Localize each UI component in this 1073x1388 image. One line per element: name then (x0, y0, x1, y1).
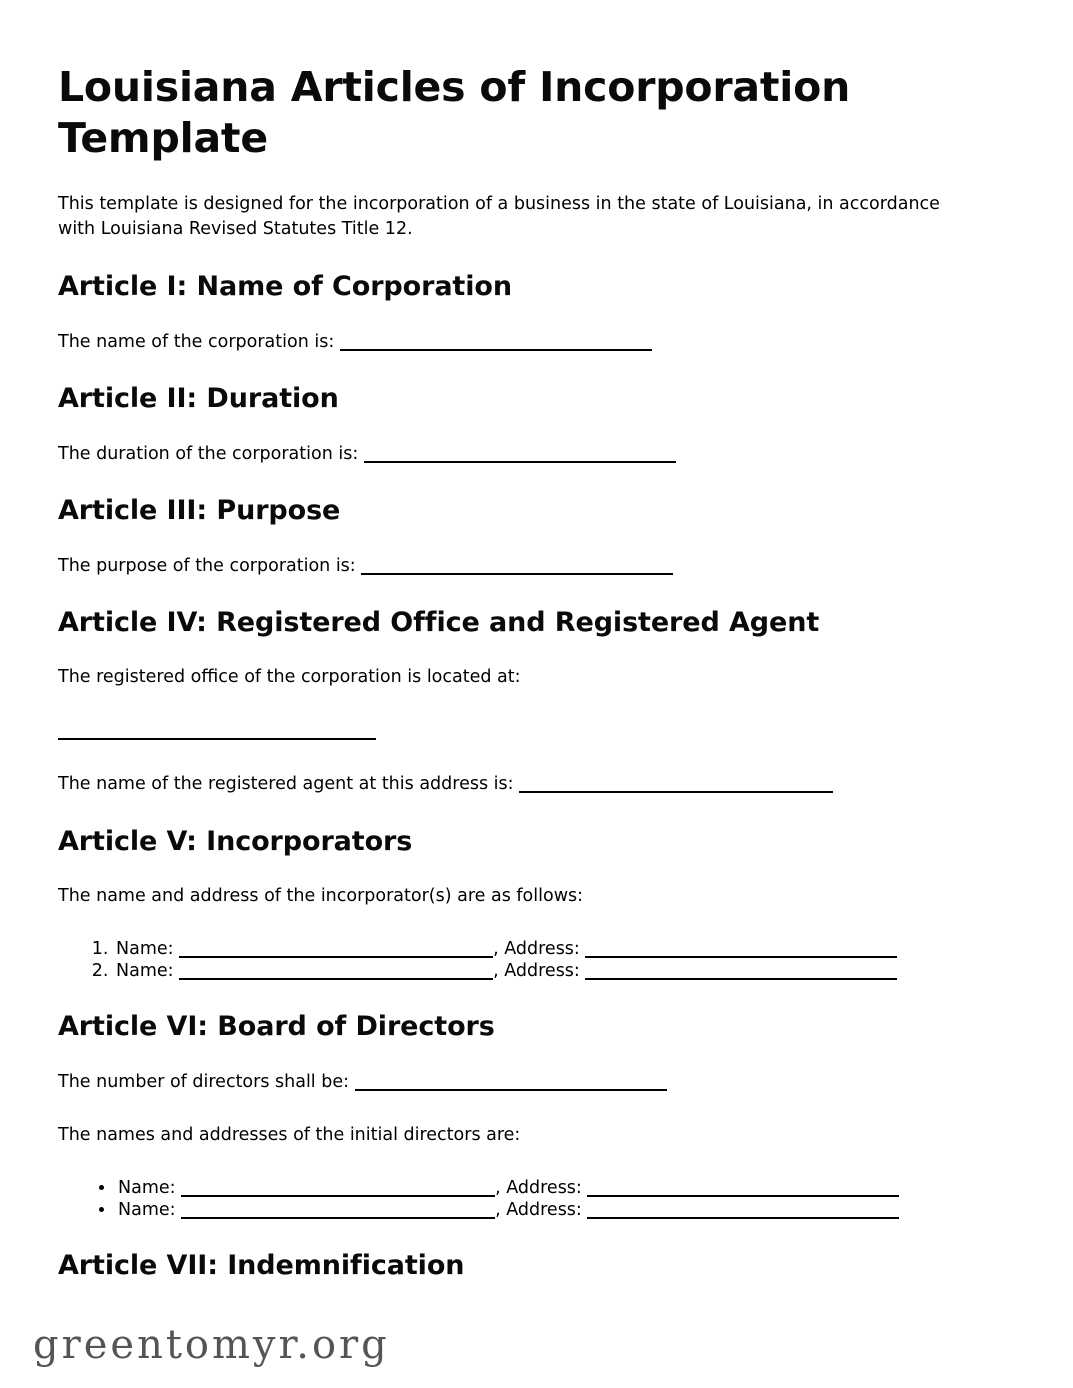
director-2-name-blank[interactable] (181, 1207, 495, 1219)
registered-agent-blank[interactable] (519, 781, 833, 793)
intro-paragraph: This template is designed for the incorporation of a business in the state of Louisiana, in accordance with Louisiana Revised Statutes Title 12. (58, 193, 940, 239)
director-1-name-label: Name: (118, 1177, 176, 1198)
director-2-name-label: Name: (118, 1199, 176, 1220)
article-4-office-label: The registered office of the corporation is located at: (58, 667, 521, 688)
site-watermark: greentomyr.org (33, 1322, 390, 1368)
article-4-agent-label: The name of the registered agent at this address is: (58, 774, 514, 795)
article-5-intro-label: The name and address of the incorporator(s) are as follows: (58, 886, 584, 907)
list-item (114, 938, 940, 960)
incorporator-1-name-blank[interactable] (179, 946, 493, 958)
article-3-purpose-line (58, 554, 940, 579)
article-3-heading: Article III: Purpose (58, 495, 341, 527)
article-6-intro-label: The names and addresses of the initial directors are: (58, 1125, 521, 1146)
incorporator-2-address-blank[interactable] (585, 968, 897, 980)
director-1-address-blank[interactable] (587, 1185, 899, 1197)
incorporator-2-address-label: , Address: (493, 961, 580, 982)
director-2-address-label: , Address: (495, 1199, 582, 1220)
article-6-heading: Article VI: Board of Directors (58, 1011, 495, 1043)
incorporator-2-name-label: Name: (116, 961, 174, 982)
duration-blank[interactable] (364, 451, 676, 463)
incorporator-1-address-label: , Address: (493, 938, 580, 959)
article-5-heading: Article V: Incorporators (58, 825, 413, 857)
directors-list (58, 1177, 940, 1221)
article-1-name-line (58, 330, 940, 355)
page-title: Louisiana Articles of Incorporation Template (58, 63, 851, 162)
incorporators-list (58, 938, 940, 982)
director-2-address-blank[interactable] (587, 1207, 899, 1219)
article-1-name-label: The name of the corporation is: (58, 331, 335, 352)
list-item (116, 1199, 940, 1221)
article-6-count-line (58, 1070, 940, 1095)
director-count-blank[interactable] (355, 1079, 667, 1091)
registered-office-line (58, 719, 940, 744)
incorporator-2-name-blank[interactable] (179, 968, 493, 980)
article-3-purpose-label: The purpose of the corporation is: (58, 555, 356, 576)
article-6-count-label: The number of directors shall be: (58, 1071, 350, 1092)
incorporator-1-address-blank[interactable] (585, 946, 897, 958)
article-4-heading: Article IV: Registered Office and Registered Agent (58, 607, 820, 639)
incorporator-1-name-label: Name: (116, 938, 174, 959)
article-2-duration-label: The duration of the corporation is: (58, 443, 359, 464)
article-7-heading: Article VII: Indemnification (58, 1250, 465, 1282)
purpose-blank[interactable] (361, 563, 673, 575)
list-item (114, 960, 940, 982)
article-4-agent-line (58, 772, 940, 797)
article-1-heading: Article I: Name of Corporation (58, 271, 512, 303)
list-item (116, 1177, 940, 1199)
director-1-address-label: , Address: (495, 1177, 582, 1198)
article-2-duration-line (58, 442, 940, 467)
registered-office-blank[interactable] (58, 728, 376, 740)
article-2-heading: Article II: Duration (58, 383, 339, 415)
corporation-name-blank[interactable] (340, 339, 652, 351)
director-1-name-blank[interactable] (181, 1185, 495, 1197)
